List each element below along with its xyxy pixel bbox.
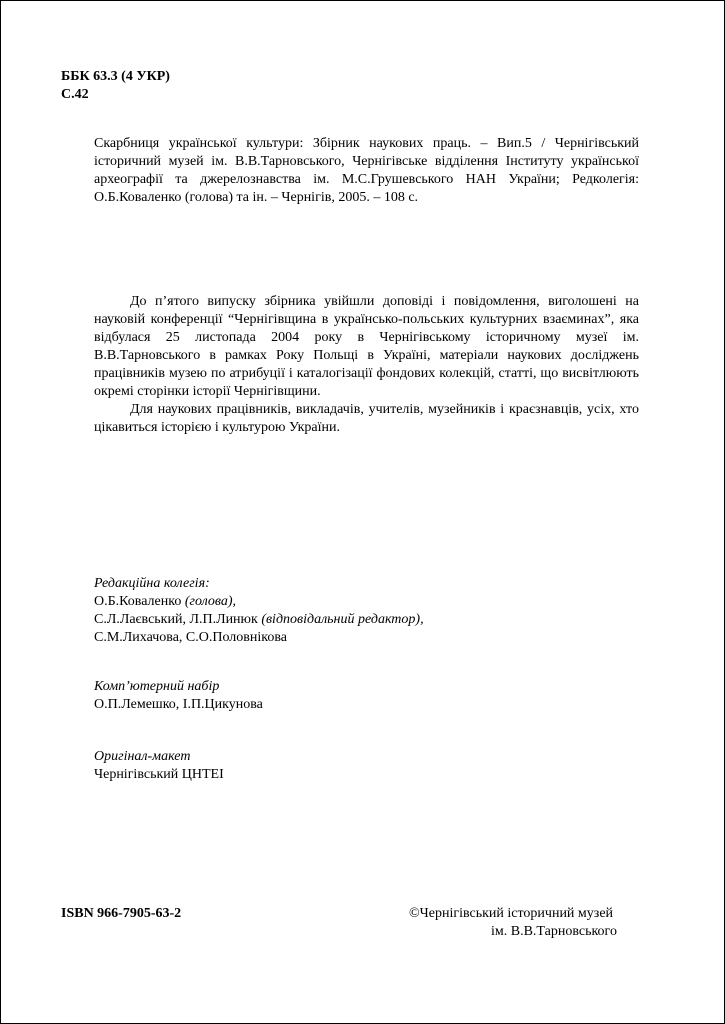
editorial-board-line-1: [94, 593, 424, 611]
typesetting-names: О.П.Лемешко, І.П.Цикунова: [94, 697, 263, 712]
editor-name: О.Б.Коваленко: [94, 594, 182, 609]
layout-name: Чернігівський ЦНТЕІ: [94, 767, 224, 782]
bbk-block: [61, 68, 170, 104]
copyright-line-1: ©Чернігівський історичний музей: [409, 906, 614, 921]
abstract-paragraph-1: До п’ятого випуску збірника увійшли доповіді і повідомлення, виголошені на науковій конференції “Чернігівщина в українсько-польських культурних взаєминах”, яка відбулася 25 листопада 2004 року в Чернігівському історичному музеї ім. В.В.Тарновського в рамках Року Польщі в Україні, матеріали наукових досліджень працівників музею по атрибуції і каталогізації фондових колекцій, статті, що висвітлюють окремі сторінки історії Чернігівщини.: [94, 294, 639, 399]
isbn: ISBN 966-7905-63-2: [61, 906, 182, 921]
editor-role: (відповідальний редактор),: [261, 612, 424, 627]
editor-names: С.Л.Лаєвський, Л.П.Линюк: [94, 612, 258, 627]
typesetting-heading: Комп’ютерний набір: [94, 679, 220, 694]
abstract-paragraph-2: Для наукових працівників, викладачів, учителів, музейників і краєзнавців, усіх, хто цікавиться історією і культурою України.: [94, 402, 639, 435]
editorial-board-heading: Редакційна колегія:: [94, 576, 210, 591]
editor-role: (голова),: [184, 594, 237, 609]
abstract: [94, 293, 639, 437]
copyright: [409, 905, 617, 941]
layout-heading: Оригінал-макет: [94, 749, 191, 764]
author-mark: С.42: [61, 87, 89, 102]
bibliographic-record: Скарбниця української культури: Збірник наукових праць. – Вип.5 / Чернігівський історичний музей ім. В.В.Тарновського, Чернігівське відділення Інституту української археографії та джерелознавства ім. М.С.Грушевського НАН України; Редколегія: О.Б.Коваленко (голова) та ін. – Чернігів, 2005. – 108 с.: [94, 136, 639, 205]
editorial-board: [94, 575, 424, 647]
layout-credit: [94, 748, 224, 784]
editorial-board-line-2: [94, 611, 424, 629]
typesetting-credit: [94, 678, 263, 714]
bbk-code: ББК 63.3 (4 УКР): [61, 69, 170, 84]
copyright-line-2: ім. В.В.Тарновського: [491, 924, 617, 939]
editorial-board-line-3: С.М.Лихачова, С.О.Половнікова: [94, 630, 288, 645]
